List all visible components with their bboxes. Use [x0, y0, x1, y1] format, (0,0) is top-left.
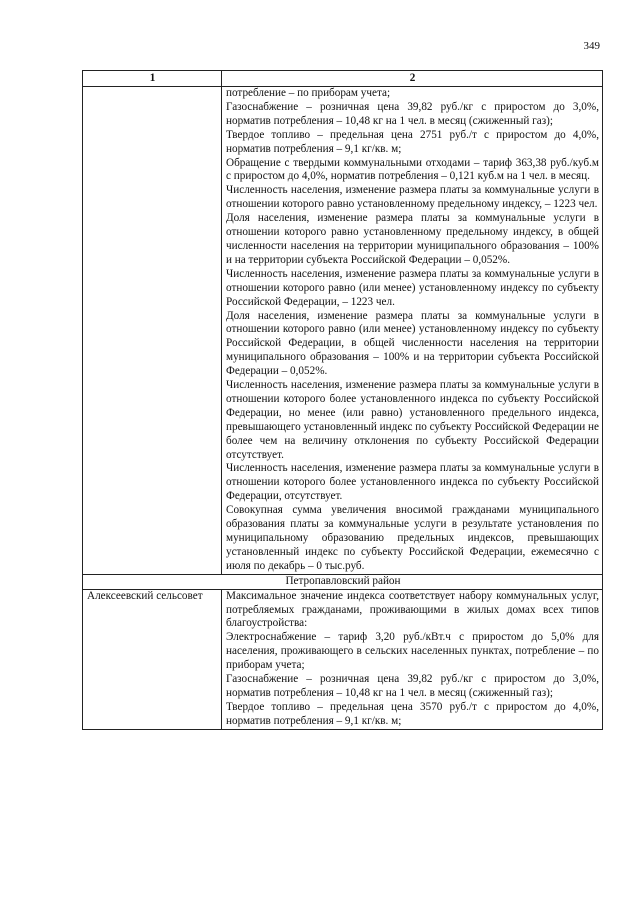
paragraph: Электроснабжение – тариф 3,20 руб./кВт.ч с приростом до 5,0% для населения, проживающего в сельских населенных пунктах, потребление – по приборам учета;: [226, 631, 599, 672]
paragraph: Обращение с твердыми коммунальными отходами – тариф 363,38 руб./куб.м с приростом до 4,0%, норматив потребления – 0,121 куб.м на 1 чел. в месяц.: [226, 156, 599, 183]
district-row: [83, 574, 603, 589]
entry-row: [83, 589, 603, 729]
paragraph: Совокупная сумма увеличения вносимой гражданами муниципального образования платы за коммунальные услуги в результате установления по муниципальному образованию предельных индексов, превышающих установленный индекс по субъекту Российской Федерации, ежемесячно с июля по декабрь – 0 тыс.руб.: [226, 504, 599, 572]
paragraph: Твердое топливо – предельная цена 2751 руб./т с приростом до 4,0%, норматив потребления – 9,1 кг/кв. м;: [226, 128, 599, 155]
paragraph: Доля населения, изменение размера платы за коммунальные услуги в отношении которого равно установленному предельному индексу, в общей численности населения на территории муниципального образования – 100% и на территории субъекта Российской Федерации – 0,052%.: [226, 212, 599, 266]
paragraph: Газоснабжение – розничная цена 39,82 руб./кг с приростом до 3,0%, норматив потребления – 10,48 кг на 1 чел. в месяц (сжиженный газ);: [226, 673, 599, 699]
page-number: 349: [583, 40, 600, 52]
continuation-row: [83, 87, 603, 575]
entry-text-cell: [222, 589, 603, 729]
district-title: Петропавловский район: [83, 574, 603, 589]
paragraph: Численность населения, изменение размера платы за коммунальные услуги в отношении которого более установленного индекса по субъекту Российской Федерации, но менее (или равно) установленного предельного индекса, превышающего установленный индекс по субъекту Российской Федерации не более чем на величину отклонения по субъекту Российской Федерации отсутствует.: [226, 379, 599, 461]
column-header-1: 1: [83, 71, 222, 87]
continuation-name-cell: [83, 87, 222, 575]
paragraph: Доля населения, изменение размера платы за коммунальные услуги в отношении которого равно (или менее) установленному индексу по субъекту Российской Федерации, в общей численности населения на территории муниципального образования – 100% и на территории субъекта Российской Федерации – 0,052%.: [226, 309, 599, 378]
paragraph: Численность населения, изменение размера платы за коммунальные услуги в отношении которого равно установленному предельному индексу, – 1223 чел.: [226, 184, 599, 211]
entry-name: Алексеевский сельсовет: [83, 589, 222, 729]
paragraph: Численность населения, изменение размера платы за коммунальные услуги в отношении которого более установленного индекса по субъекту Российской Федерации, отсутствует.: [226, 462, 599, 503]
paragraph: Максимальное значение индекса соответствует набору коммунальных услуг, потребляемых гражданами, проживающими в жилых домах всех типов благоустройства:: [226, 589, 599, 630]
continuation-text-cell: [222, 87, 603, 575]
paragraph: Газоснабжение – розничная цена 39,82 руб./кг с приростом до 3,0%, норматив потребления – 10,48 кг на 1 чел. в месяц (сжиженный газ);: [226, 100, 599, 127]
tariff-table: [82, 70, 603, 730]
paragraph: Твердое топливо – предельная цена 3570 руб./т с приростом до 4,0%, норматив потребления – 9,1 кг/кв. м;: [226, 700, 599, 727]
column-header-2: 2: [222, 71, 603, 87]
paragraph: Численность населения, изменение размера платы за коммунальные услуги в отношении которого равно (или менее) установленному индексу по субъекту Российской Федерации, – 1223 чел.: [226, 267, 599, 308]
paragraph: потребление – по приборам учета;: [226, 87, 391, 99]
column-header-row: [83, 71, 603, 87]
